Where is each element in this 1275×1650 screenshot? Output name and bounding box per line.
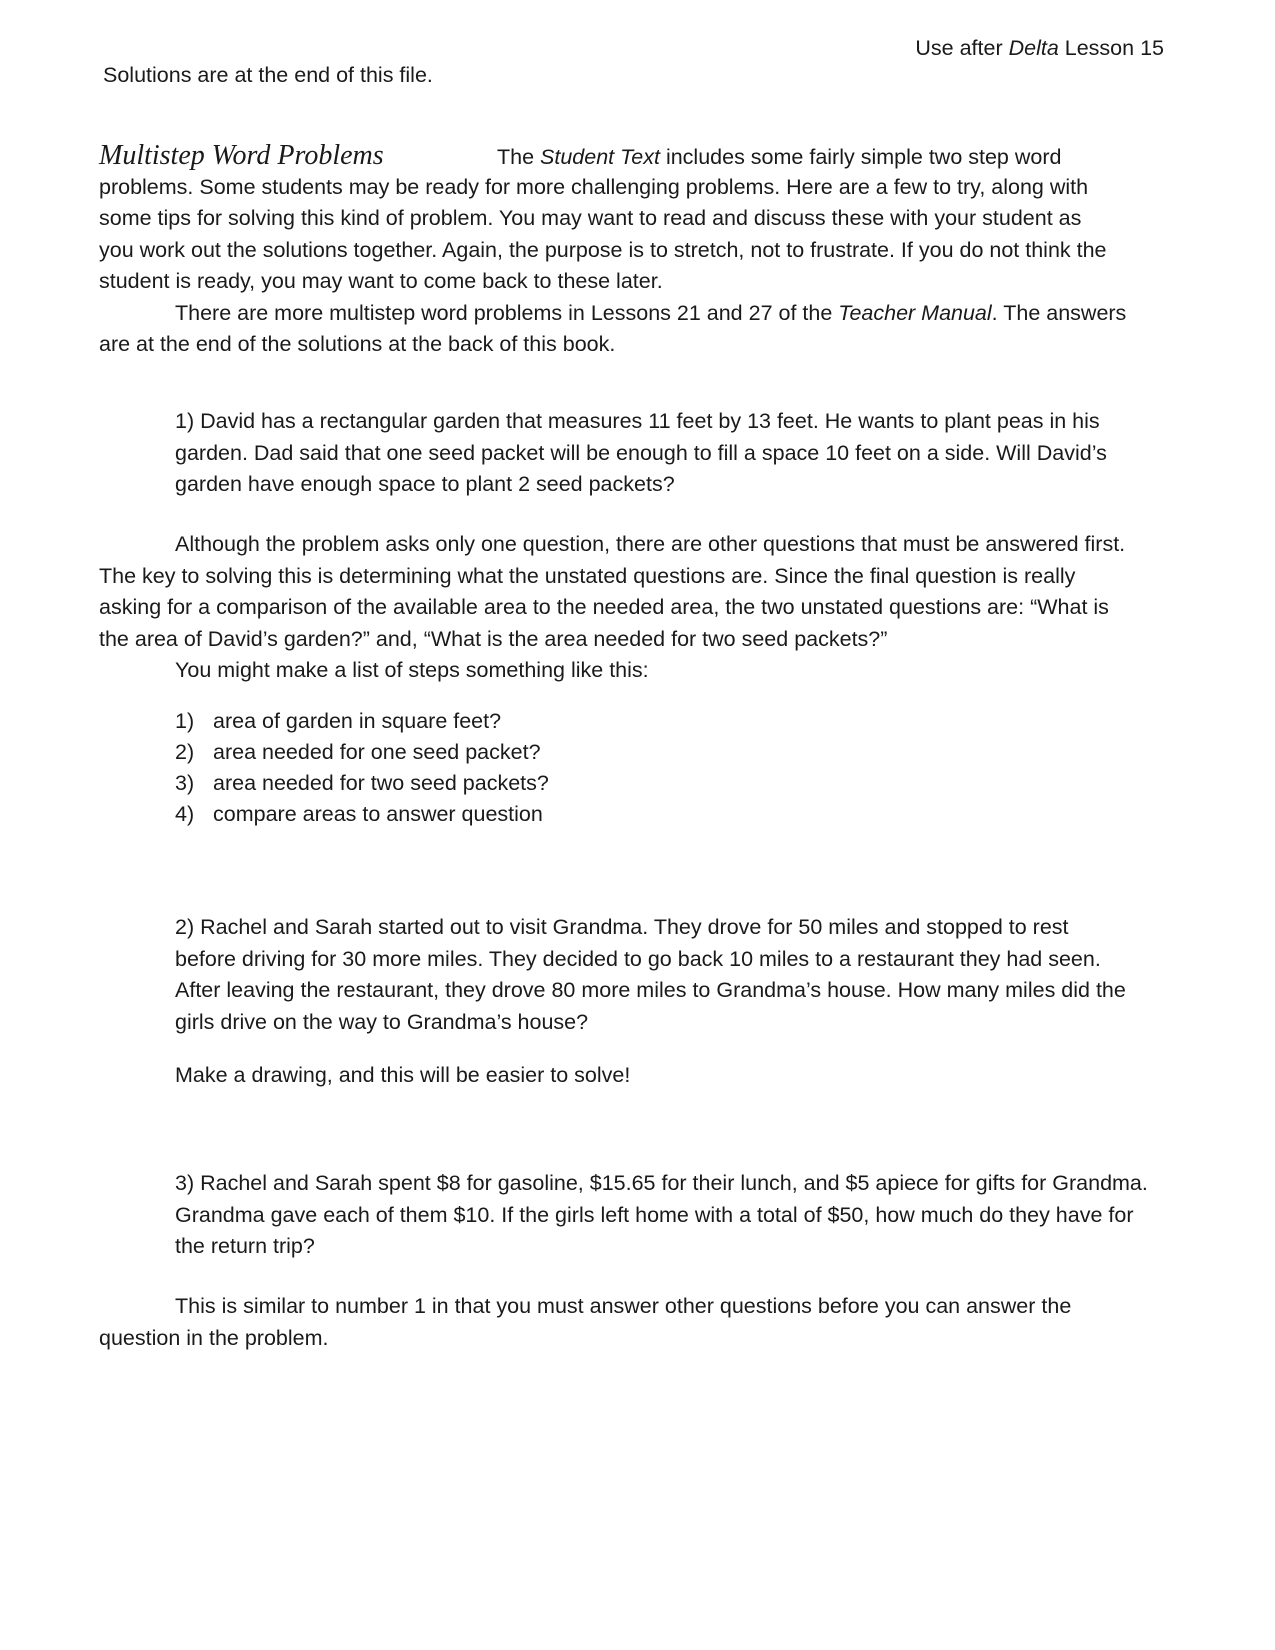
explanation-line: asking for a comparison of the available area to the needed area, the two unstated questions are: “What is xyxy=(99,595,1109,619)
problem-1 xyxy=(175,406,1205,501)
problem-line: 3) Rachel and Sarah spent $8 for gasoline, $15.65 for their lunch, and $5 apiece for gifts for Grandma. xyxy=(175,1171,1148,1195)
step-text: area of garden in square feet? xyxy=(213,709,502,733)
step-number: 3) xyxy=(175,771,195,795)
problem-line: Grandma gave each of them $10. If the girls left home with a total of $50, how much do they have for xyxy=(175,1202,1134,1227)
problem-line: girls drive on the way to Grandma’s house? xyxy=(175,1009,589,1034)
lesson-note xyxy=(915,36,1164,61)
problem-line: 1) David has a rectangular garden that measures 11 feet by 13 feet. He wants to plant peas in his xyxy=(175,409,1100,433)
explanation-line: question in the problem. xyxy=(99,1325,329,1350)
step-number: 2) xyxy=(175,740,195,764)
explanation-line: You might make a list of steps something like this: xyxy=(175,658,649,682)
intro-line xyxy=(99,140,1184,172)
explanation-3 xyxy=(99,1291,1184,1354)
drawing-tip: Make a drawing, and this will be easier to solve! xyxy=(175,1063,631,1087)
intro-line: problems. Some students may be ready for more challenging problems. Here are a few to try, along with xyxy=(99,174,1089,199)
steps-list xyxy=(175,706,549,830)
lesson-note-post: Lesson 15 xyxy=(1058,36,1164,60)
list-item xyxy=(175,768,549,799)
step-text: area needed for one seed packet? xyxy=(213,740,541,764)
explanation-1 xyxy=(99,529,1184,687)
step-number: 1) xyxy=(175,709,195,733)
intro-section xyxy=(99,140,1184,361)
list-item xyxy=(175,706,549,737)
teacher-manual-ref: Teacher Manual xyxy=(838,300,992,325)
step-text: compare areas to answer question xyxy=(213,802,543,826)
problem-3 xyxy=(175,1168,1205,1263)
list-item xyxy=(175,737,549,768)
section-title: Multistep Word Problems xyxy=(99,140,384,171)
explanation-line: The key to solving this is determining what the unstated questions are. Since the final question is really xyxy=(99,563,1076,588)
intro-text: . The answers xyxy=(991,300,1127,325)
explanation-line: This is similar to number 1 in that you must answer other questions before you can answer the xyxy=(175,1294,1072,1318)
list-item xyxy=(175,799,549,830)
problem-line: garden. Dad said that one seed packet will be enough to fill a space 10 feet on a side. Will David’s xyxy=(175,440,1107,465)
solutions-note: Solutions are at the end of this file. xyxy=(103,63,433,87)
explanation-line: the area of David’s garden?” and, “What is the area needed for two seed packets?” xyxy=(99,626,888,651)
lesson-note-pre: Use after xyxy=(915,36,1009,60)
problem-line: the return trip? xyxy=(175,1234,315,1258)
step-text: area needed for two seed packets? xyxy=(213,771,549,795)
explanation-line: Although the problem asks only one question, there are other questions that must be answered first. xyxy=(175,532,1126,556)
intro-line: some tips for solving this kind of problem. You may want to read and discuss these with your student as xyxy=(99,206,1082,230)
intro-text: There are more multistep word problems in Lessons 21 and 27 of the xyxy=(175,300,839,325)
problem-line: 2) Rachel and Sarah started out to visit Grandma. They drove for 50 miles and stopped to rest xyxy=(175,915,1069,939)
problem-line: before driving for 30 more miles. They decided to go back 10 miles to a restaurant they had seen. xyxy=(175,946,1101,971)
intro-line: you work out the solutions together. Again, the purpose is to stretch, not to frustrate. If you do not think the xyxy=(99,237,1107,262)
intro-text: includes some fairly simple two step word xyxy=(659,145,1062,169)
problem-line: garden have enough space to plant 2 seed packets? xyxy=(175,472,675,496)
lesson-note-course: Delta xyxy=(1008,36,1059,60)
problem-2 xyxy=(175,912,1205,1038)
step-number: 4) xyxy=(175,802,195,826)
intro-line: student is ready, you may want to come back to these later. xyxy=(99,269,663,293)
intro-text: The xyxy=(497,145,541,169)
intro-line xyxy=(99,298,1184,330)
problem-line: After leaving the restaurant, they drove 80 more miles to Grandma’s house. How many miles did the xyxy=(175,978,1126,1002)
student-text-ref: Student Text xyxy=(540,145,660,169)
intro-line: are at the end of the solutions at the back of this book. xyxy=(99,332,616,356)
